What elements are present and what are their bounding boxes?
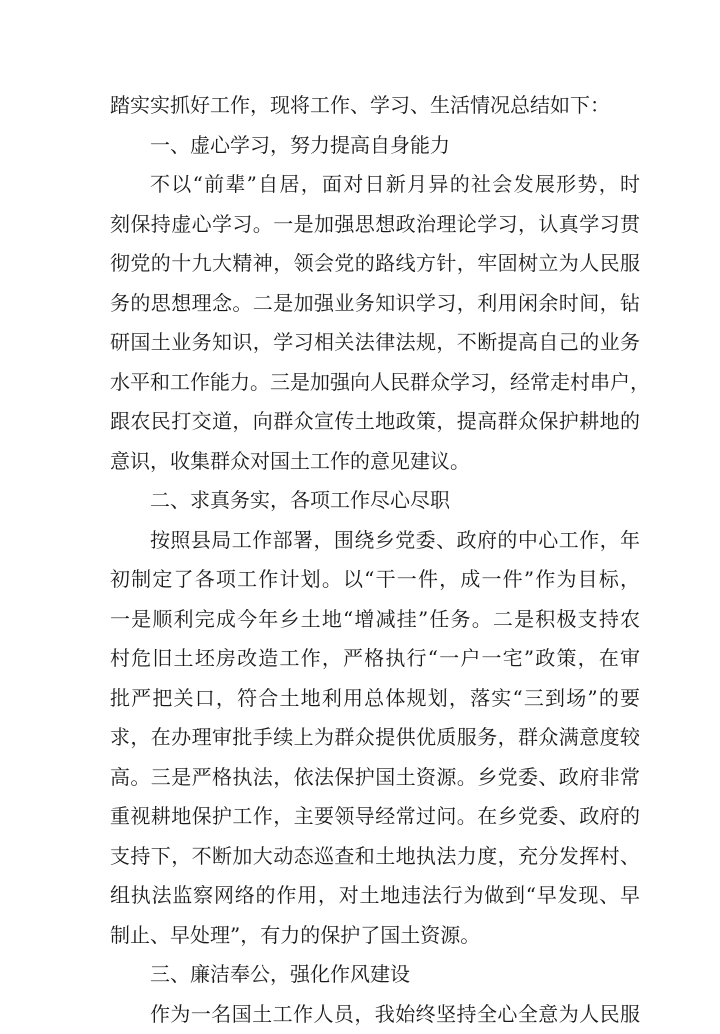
text-line: 重视耕地保护工作，主要领导经常过问。在乡党委、政府的 — [110, 804, 640, 828]
text-line: 一是顺利完成今年乡土地“增减挂”任务。二是积极支持农 — [110, 606, 640, 631]
text-line: 求，在办理审批手续上为群众提供优质服务，群众满意度较 — [110, 725, 640, 749]
text-line: 水平和工作能力。三是加强向人民群众学习，经常走村串户， — [110, 369, 650, 394]
text-line: 踏实实抓好工作，现将工作、学习、生活情况总结如下： — [110, 93, 610, 117]
text-line: 彻党的十九大精神，领会党的路线方针，牢固树立为人民服 — [110, 251, 640, 275]
text-line: 作为一名国土工作人员，我始终坚持全心全意为人民服 — [150, 1001, 640, 1026]
text-line: 批严把关口，符合土地利用总体规划，落实“三到场”的要 — [110, 685, 640, 710]
text-line: 支持下，不断加大动态巡查和土地执法力度，充分发挥村、 — [110, 843, 640, 868]
text-line: 一、虚心学习，努力提高自身能力 — [150, 132, 450, 157]
text-line: 村危旧土坯房改造工作，严格执行“一户一宅”政策，在审 — [110, 646, 640, 670]
text-line: 制止、早处理”，有力的保护了国土资源。 — [110, 922, 481, 947]
text-line: 二、求真务实，各项工作尽心尽职 — [150, 488, 450, 512]
text-line: 跟农民打交道，向群众宣传土地政策，提高群众保护耕地的 — [110, 409, 640, 433]
text-line: 初制定了各项工作计划。以“干一件，成一件”作为目标， — [110, 567, 640, 591]
text-line: 高。三是严格执法，依法保护国土资源。乡党委、政府非常 — [110, 764, 640, 789]
text-line: 务的思想理念。二是加强业务知识学习，利用闲余时间，钻 — [110, 290, 640, 315]
text-line: 组执法监察网络的作用，对土地违法行为做到“早发现、早 — [110, 883, 640, 907]
text-line: 不以“前辈”自居，面对日新月异的社会发展形势，时 — [150, 172, 640, 196]
text-line: 刻保持虚心学习。一是加强思想政治理论学习，认真学习贯 — [110, 211, 640, 236]
text-line: 研国土业务知识，学习相关法律法规，不断提高自己的业务 — [110, 330, 640, 354]
text-line: 按照县局工作部署，围绕乡党委、政府的中心工作，年 — [150, 527, 640, 552]
text-line: 意识，收集群众对国土工作的意见建议。 — [110, 448, 470, 473]
text-line: 三、廉洁奉公，强化作风建设 — [150, 962, 410, 986]
